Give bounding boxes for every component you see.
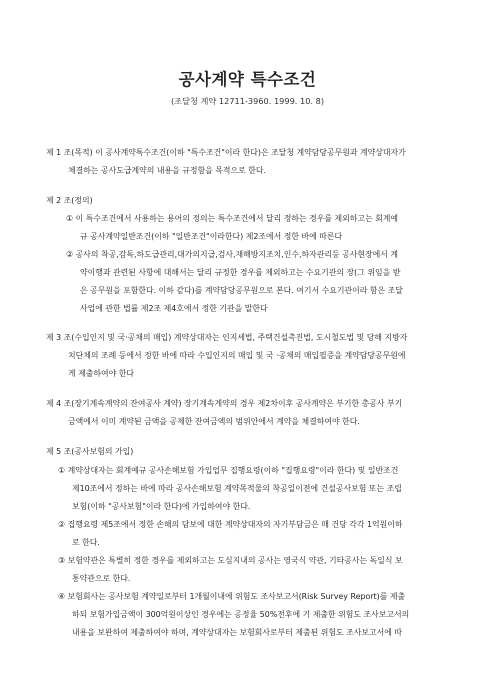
- article-2-item-1-continuation: 규 공사계약일반조건(이하 "일반조건"이라한다) 제2조에서 정한 바에 따른다: [80, 232, 343, 241]
- article-5-item-2-line: ② 집행요령 제5조에서 정한 손해의 담보에 대한 계약상대자의 자기부담금은 매 건당 각각 1억원이하: [58, 520, 403, 529]
- article-5-item-4-line: ④ 보험회사는 공사보험 계약일로부터 1개월이내에 위험도 조사보고서(Risk Survey Report)를 제출: [58, 592, 406, 601]
- article-5-item-1-continuation: 보험(이하 "공사보험"이라 한다)에 가입하여야 한다.: [72, 502, 251, 511]
- article-5-item-4-continuation: 하되 보험가입금액이 300억원이상인 경우에는 공정율 50%전후에 기 제출한 위험도 조사보고서의: [72, 610, 410, 619]
- article-3-heading-line: 제 3 조(수입인지 및 국·공채의 매입) 계약상대자는 인지세법, 주택건설촉진법, 도시철도법 및 당해 지방자: [46, 333, 408, 342]
- article-3-continuation-line: 치단체의 조례 등에서 정한 바에 따라 수입인지의 매입 및 국 ·공채의 매입필증을 계약담당공무원에: [68, 351, 406, 360]
- article-3-continuation-line: 게 제출하여야 한다: [68, 369, 134, 378]
- article-5-item-4-continuation: 내용을 보완하여 제출하여야 하며, 계약상대자는 보험회사로부터 제출된 위험도 조사보고서에 따: [72, 628, 402, 637]
- article-2-item-2-line: ② 공사의 착공,감독,하도급관리,대가의지급,검사,재해방지조치,인수,하자관리등 공사현장에서 계: [66, 250, 398, 259]
- article-2-heading: 제 2 조(정의): [46, 196, 93, 205]
- article-5-item-3-continuation: 통약관으로 한다.: [72, 574, 131, 583]
- article-4-heading-line: 제 4 조(장기계속계약의 잔여공사 계약) 장기계속계약의 경우 제2차이후 공사계약은 부기한 총공사 부기: [46, 399, 403, 408]
- article-2-item-2-continuation: 사업에 관한 법률 제2조 제4호에서 정한 기관을 말한다: [80, 304, 268, 313]
- article-2-item-2-continuation: 약이행과 관련된 사항에 대해서는 달리 규정한 경우를 제외하고는 수요기관의 장(그 위임을 받: [80, 268, 401, 277]
- article-1-continuation-line: 체결하는 공사도급계약의 내용을 규정함을 목적으로 한다.: [68, 166, 266, 175]
- document-subtitle: (조달청 계약 12711-3960. 1999. 10. 8): [170, 96, 325, 106]
- article-5-item-1-line: ① 계약상대자는 회계예규 공사손해보험 가입업무 집행요령(이하 "집행요령"이라 한다) 및 일반조건: [58, 466, 399, 475]
- article-2-item-1-line: ① 이 특수조건에서 사용하는 용어의 정의는 특수조건에서 달리 정하는 경우를 제외하고는 회계예: [66, 214, 398, 223]
- article-2-item-2-continuation: 은 공무원을 포함한다. 이하 같다)를 계약담당공무원으로 본다. 여기서 수요기관이라 함은 조달: [80, 286, 403, 295]
- article-1-heading-line: 제 1 조(목적) 이 공사계약특수조건(이하 "특수조건"이라 한다)은 조달청 계약담당공무원과 계약상대자가: [46, 148, 406, 157]
- article-4-continuation-line: 금액에서 이미 계약된 금액을 공제한 잔여금액의 범위안에서 계약을 체결하여야 한다.: [68, 417, 360, 426]
- article-5-item-2-continuation: 로 한다.: [72, 538, 100, 547]
- article-5-heading: 제 5 조(공사보험의 가입): [46, 447, 134, 456]
- article-5-item-3-line: ③ 보험약관은 특별히 정한 경우를 제외하고는 도심지내의 공사는 영국식 약관, 기타공사는 독일식 보: [58, 556, 403, 565]
- document-title: 공사계약 특수조건: [178, 70, 317, 89]
- article-5-item-1-continuation: 제10조에서 정하는 바에 따라 공사손해보험 계약목적물의 착공일이전에 건설공사보험 또는 조립: [72, 484, 402, 493]
